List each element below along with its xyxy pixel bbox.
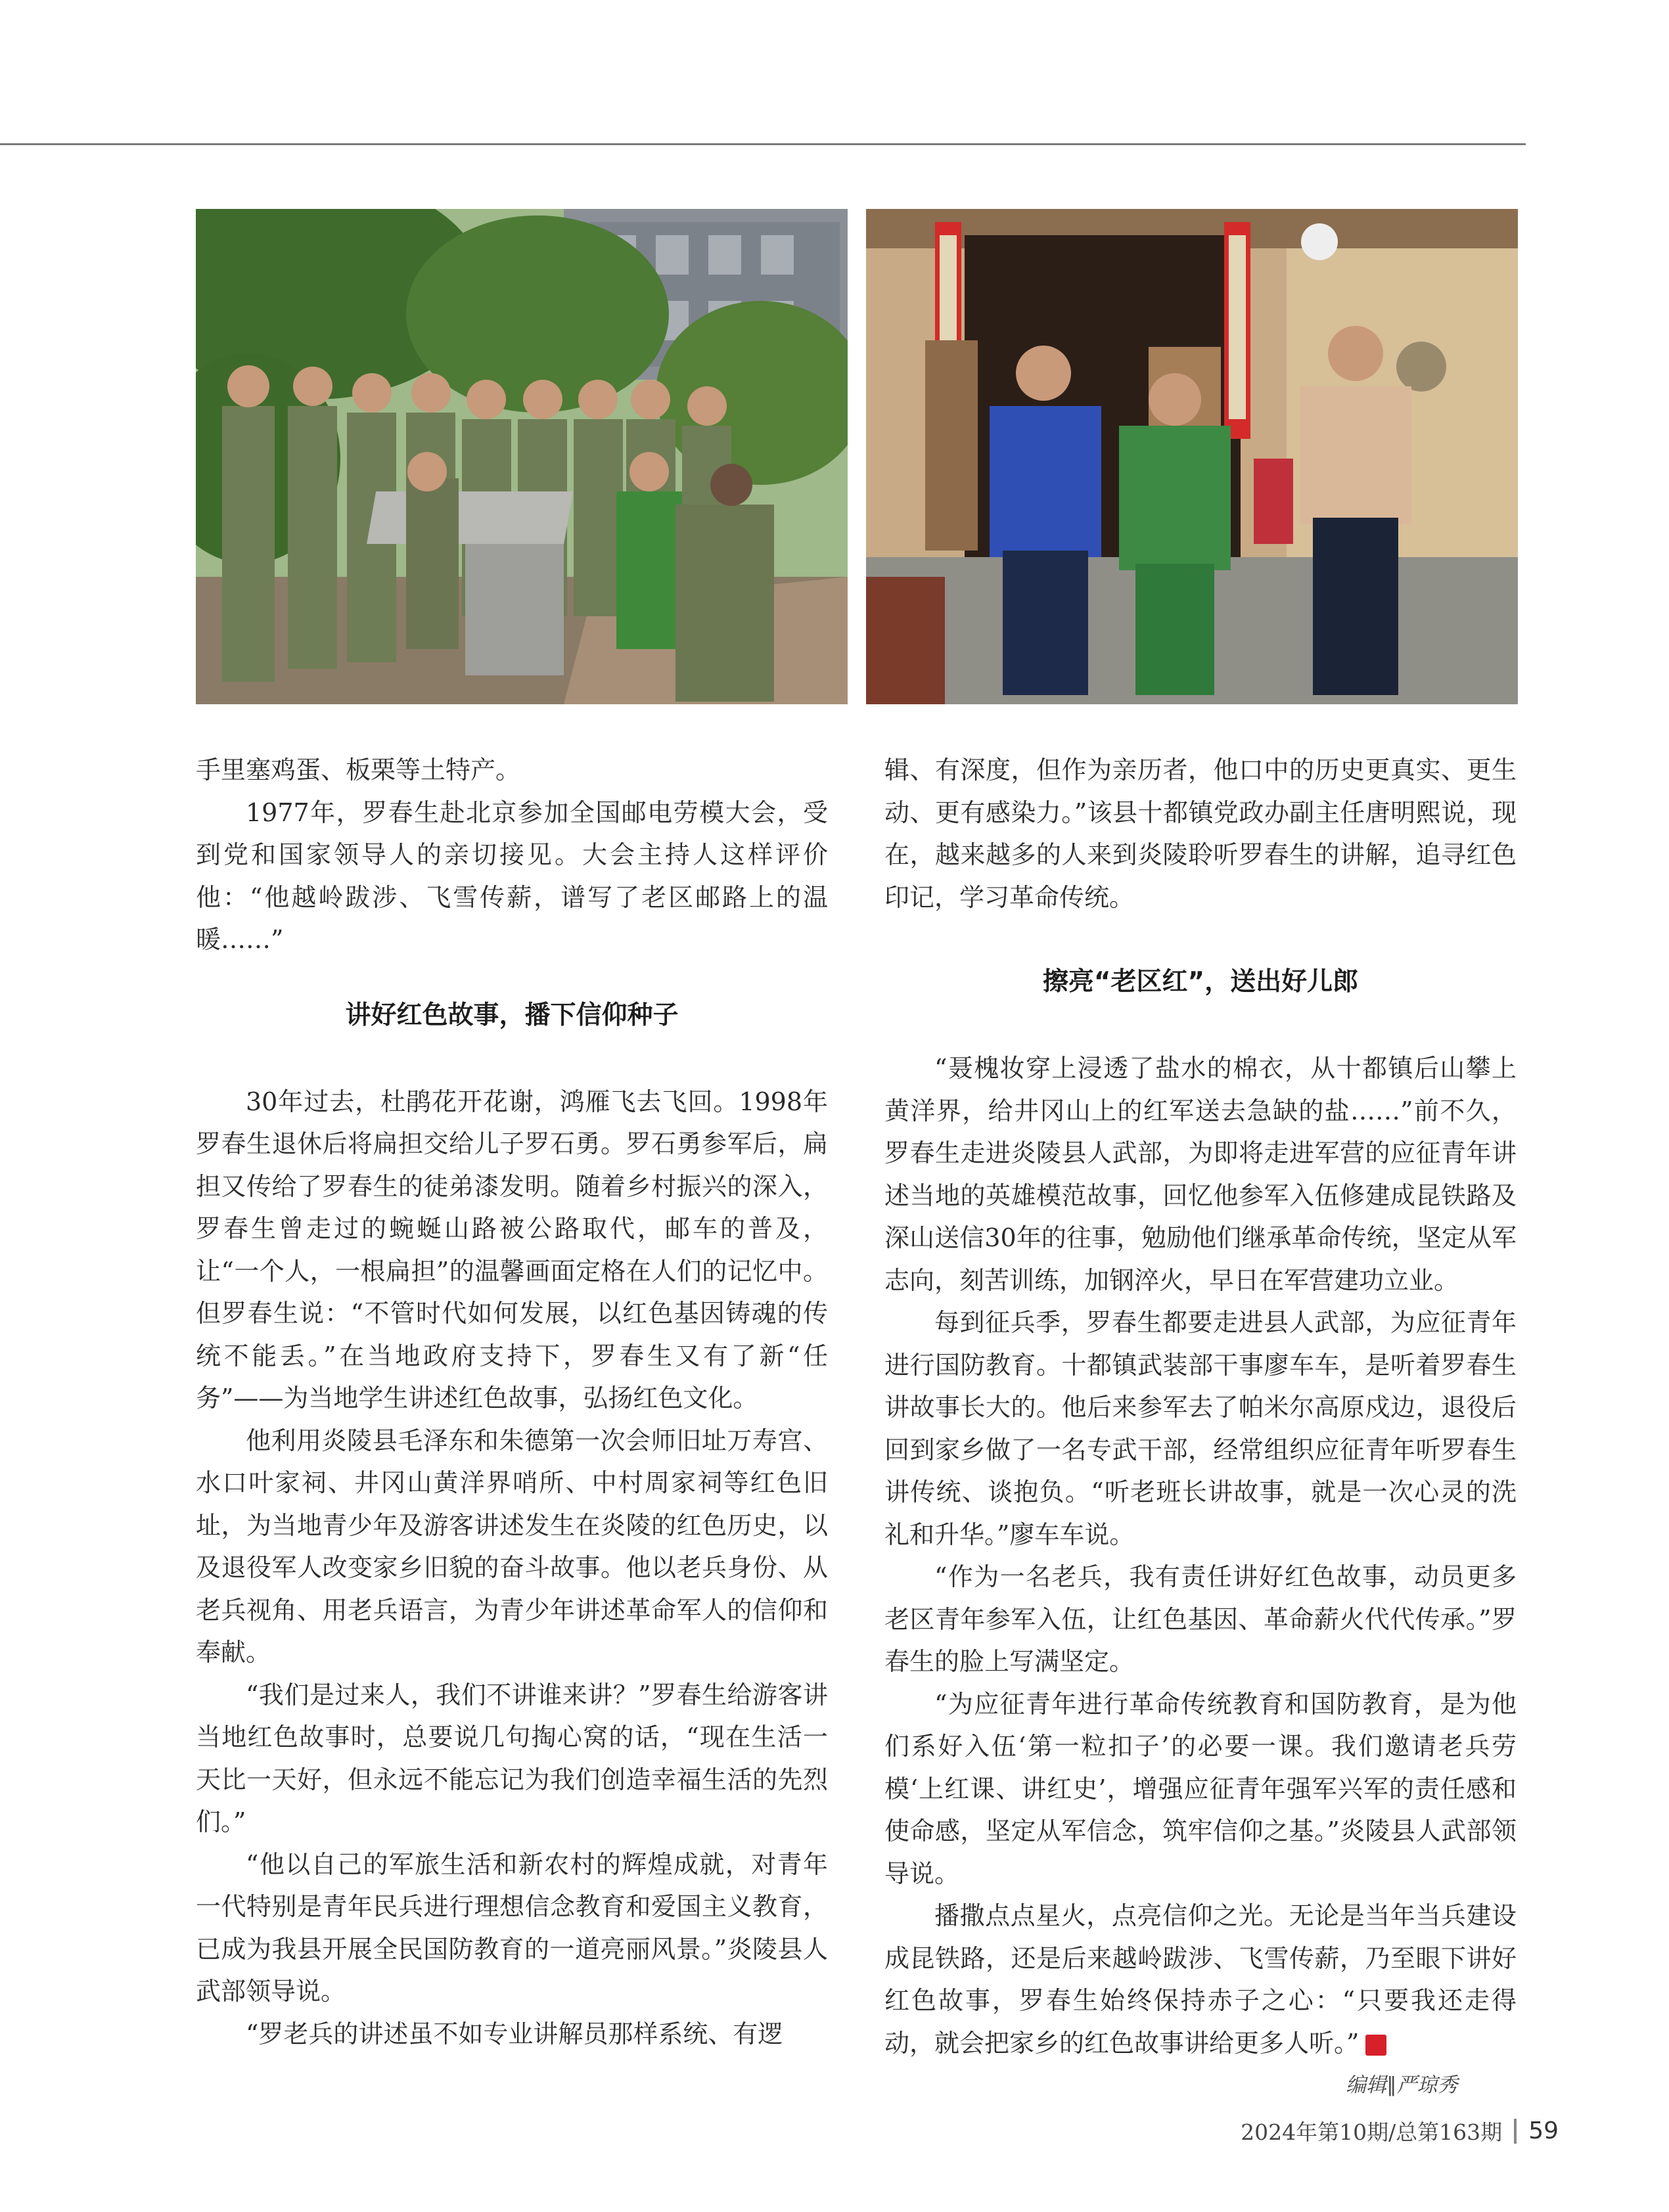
end-mark-icon: G (1365, 2035, 1386, 2056)
section-heading-1: 讲好红色故事，播下信仰种子 (345, 1000, 679, 1030)
right-paragraph-4: “为应征青年进行革命传统教育和国防教育，是为他们系好入伍‘第一粒扣子’的必要一课。我们邀请老兵劳模‘上红课、讲红史’，增强应征青年强军兴军的责任感和使命感，坚定从军信念，筑牢信仰之基。”炎陵县人武部领导说。 (884, 1689, 1517, 1888)
left-column (196, 749, 828, 2055)
left-paragraph-5: “他以自己的军旅生活和新农村的辉煌成就，对青年一代特别是青年民兵进行理想信念教育和爱国主义教育，已成为我县开展全民国防教育的一道亮丽风景。”炎陵县人武部领导说。 (196, 1849, 828, 2006)
left-paragraph-1: 1977年，罗春生赴北京参加全国邮电劳模大会，受到党和国家领导人的亲切接见。大会主持人这样评价他：“他越岭跋涉、飞雪传薪，谱写了老区邮路上的温暖……” (196, 798, 828, 954)
left-paragraph-6: “罗老兵的讲述虽不如专业讲解员那样系统、有逻 (246, 2019, 783, 2048)
right-paragraph-5-text: 播撒点点星火，点亮信仰之光。无论是当年当兵建设成昆铁路，还是后来越岭跋涉、飞雪传薪，乃至眼下讲好红色故事，罗春生始终保持赤子之心：“只要我还走得动，就会把家乡的红色故事讲给更多人听。” (884, 1901, 1517, 2058)
left-paragraph-3: 他利用炎陵县毛泽东和朱德第一次会师旧址万寿宫、水口叶家祠、井冈山黄洋界哨所、中村周家祠等红色旧址，为当地青少年及游客讲述发生在炎陵的红色历史，以及退役军人改变家乡旧貌的奋斗故事。他以老兵身份、从老兵视角、用老兵语言，为青少年讲述革命军人的信仰和奉献。 (196, 1426, 828, 1667)
right-paragraph-2: 每到征兵季，罗春生都要走进县人武部，为应征青年进行国防教育。十都镇武装部干事廖车车，是听着罗春生讲故事长大的。他后来参军去了帕米尔高原戍边，退役后回到家乡做了一名专武干部，经常组织应征青年听罗春生讲传统、谈抱负。“听老班长讲故事，就是一次心灵的洗礼和升华。”廖车车说。 (884, 1308, 1517, 1549)
right-paragraph-3: “作为一名老兵，我有责任讲好红色故事，动员更多老区青年参军入伍，让红色基因、革命薪火代代传承。”罗春生的脸上写满坚定。 (884, 1562, 1517, 1676)
photo-soldiers-stone-table (196, 209, 848, 704)
photo-doorway-illustration (866, 209, 1518, 704)
left-paragraph-4: “我们是过来人，我们不讲谁来讲？”罗春生给游客讲当地红色故事时，总要说几句掏心窝的话，“现在生活一天比一天好，但永远不能忘记为我们创造幸福生活的先烈们。” (196, 1680, 828, 1836)
page-number: 59 (1528, 2117, 1559, 2144)
photo-soldiers-illustration (196, 209, 848, 704)
right-paragraph-5 (884, 1895, 1517, 2064)
left-paragraph-2: 30年过去，杜鹃花开花谢，鸿雁飞去飞回。1998年罗春生退休后将扁担交给儿子罗石勇。罗石勇参军后，扁担又传给了罗春生的徒弟漆发明。随着乡村振兴的深入，罗春生曾走过的蜿蜒山路被公路取代，邮车的普及，让“一个人，一根扁担”的温馨画面定格在人们的记忆中。但罗春生说：“不管时代如何发展，以红色基因铸魂的传统不能丢。”在当地政府支持下，罗春生又有了新“任务”——为当地学生讲述红色故事，弘扬红色文化。 (196, 1087, 828, 1412)
right-column (884, 749, 1517, 2064)
left-paragraph-0: 手里塞鸡蛋、板栗等土特产。 (196, 756, 521, 784)
editor-credit: 编辑∥严琼秀 (1346, 2073, 1458, 2097)
page-footer (1241, 2115, 1559, 2146)
photo-three-men-doorway (866, 209, 1518, 704)
right-paragraph-0: 辑、有深度，但作为亲历者，他口中的历史更真实、更生动、更有感染力。”该县十都镇党政办副主任唐明熙说，现在，越来越多的人来到炎陵聆听罗春生的讲解，追寻红色印记，学习革命传统。 (884, 756, 1517, 912)
section-heading-2: 擦亮“老区红”，送出好儿郎 (1042, 967, 1359, 997)
right-paragraph-1: “聂槐妆穿上浸透了盐水的棉衣，从十都镇后山攀上黄洋界，给井冈山上的红军送去急缺的盐……”前不久，罗春生走进炎陵县人武部，为即将走进军营的应征青年讲述当地的英雄模范故事，回忆他参军入伍修建成昆铁路及深山送信30年的往事，勉励他们继承革命传统，坚定从军志向，刻苦训练，加钢淬火，早日在军营建功立业。 (884, 1054, 1517, 1295)
issue-info: 2024年第10期/总第163期 (1241, 2119, 1503, 2145)
footer-divider (1514, 2119, 1517, 2144)
top-rule (0, 143, 1526, 145)
